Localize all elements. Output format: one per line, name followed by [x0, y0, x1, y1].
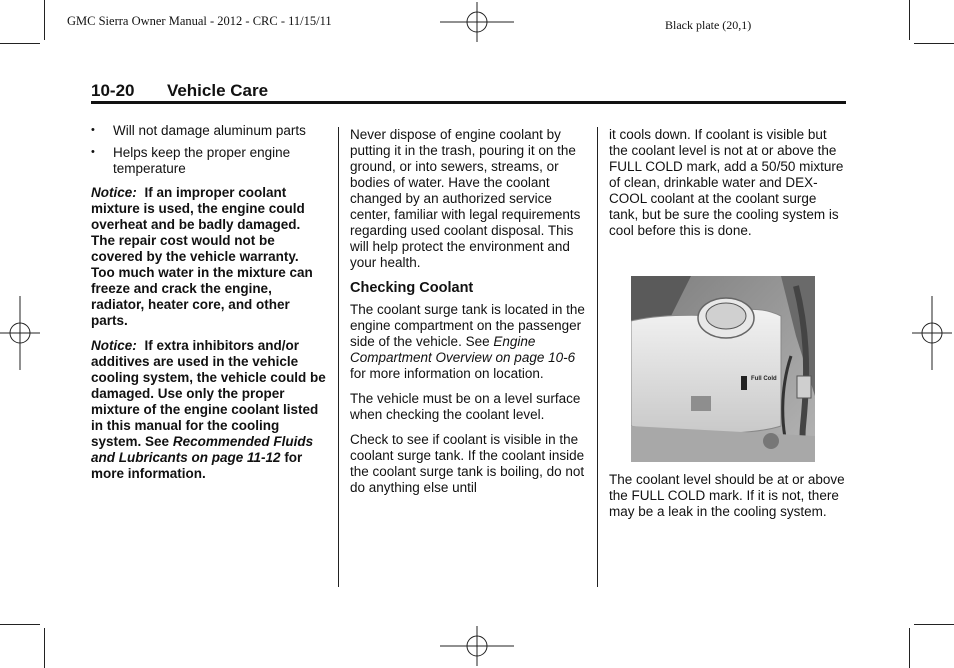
coolant-surge-tank-photo — [631, 276, 815, 462]
registration-mark-top — [440, 2, 514, 42]
disposal-paragraph: Never dispose of engine coolant by putting it in the trash, pouring it on the ground, or into sewers, streams, or bodies of water. Have the coolant changed by an authorized service center, familiar with legal requirements regarding used coolant disposal. This will help protect the environment and your health. — [350, 127, 581, 270]
full-cold-label: Full Cold — [751, 376, 777, 382]
column-2 — [350, 127, 586, 505]
add-coolant-paragraph: it cools down. If coolant is visible but the coolant level is not at or above the FULL COLD mark, add a 50/50 mixture of clean, drinkable water and DEX-COOL coolant at the coolant surge tank, but be sure the cooling system is cool before this is done. — [609, 127, 844, 238]
bullet-icon: • — [91, 146, 95, 158]
engine-compartment-reference-link[interactable]: Engine Compartment Overview on page 10-6 — [350, 334, 576, 365]
check-coolant-paragraph: Check to see if coolant is visible in the coolant surge tank. If the coolant inside the coolant surge tank is boiling, do not do anything else until — [350, 432, 585, 495]
page-title-row — [91, 81, 846, 103]
crop-mark — [914, 43, 954, 44]
crop-mark — [0, 624, 40, 625]
notice-inhibitors: Notice: If extra inhibitors and/or additives are used in the vehicle cooling system, the vehicle could be damaged. Use only the proper mixture of the engine coolant listed in this manual for the cooling system. See Recommended Fluids and Lubricants on page 11-12 for more information. — [91, 338, 326, 481]
coolant-level-paragraph: The coolant level should be at or above the FULL COLD mark. If it is not, there may be a leak in the cooling system. — [609, 472, 845, 519]
bullet-icon: • — [91, 124, 95, 136]
list-item: • Will not damage aluminum parts — [91, 123, 306, 138]
checking-coolant-heading: Checking Coolant — [350, 280, 474, 296]
crop-mark — [909, 0, 910, 40]
manual-info: GMC Sierra Owner Manual - 2012 - CRC - 11/15/11 — [67, 14, 332, 28]
fluids-reference-link[interactable]: Recommended Fluids and Lubricants on page 11-12 — [91, 434, 314, 465]
plate-info: Black plate (20,1) — [665, 18, 752, 32]
list-item: • Helps keep the proper engine temperature — [91, 145, 291, 176]
column-divider — [338, 127, 339, 587]
crop-mark — [914, 624, 954, 625]
level-surface-paragraph: The vehicle must be on a level surface when checking the coolant level. — [350, 391, 581, 422]
title-rule — [91, 101, 846, 104]
crop-mark — [909, 628, 910, 668]
notice-coolant-mixture: Notice: If an improper coolant mixture is used, the engine could overheat and be badly damaged. The repair cost would not be covered by the vehicle warranty. Too much water in the mixture can freeze and crack the engine, radiator, heater core, and other parts. — [91, 185, 313, 328]
surge-tank-location-paragraph: The coolant surge tank is located in the engine compartment on the passenger side of the vehicle. See Engine Compartment Overview on page 10-6 for more information on location. — [350, 302, 585, 381]
crop-mark — [0, 43, 40, 44]
page-number: 10-20 — [91, 81, 135, 100]
page-title: Vehicle Care — [166, 81, 269, 100]
registration-mark-left — [0, 296, 40, 370]
column-3 — [609, 127, 849, 248]
column-3-bottom — [609, 472, 849, 529]
registration-mark-bottom — [440, 626, 514, 666]
registration-mark-right — [912, 296, 952, 370]
crop-mark — [44, 628, 45, 668]
crop-mark — [44, 0, 45, 40]
column-divider — [597, 127, 598, 587]
column-1 — [91, 123, 326, 491]
